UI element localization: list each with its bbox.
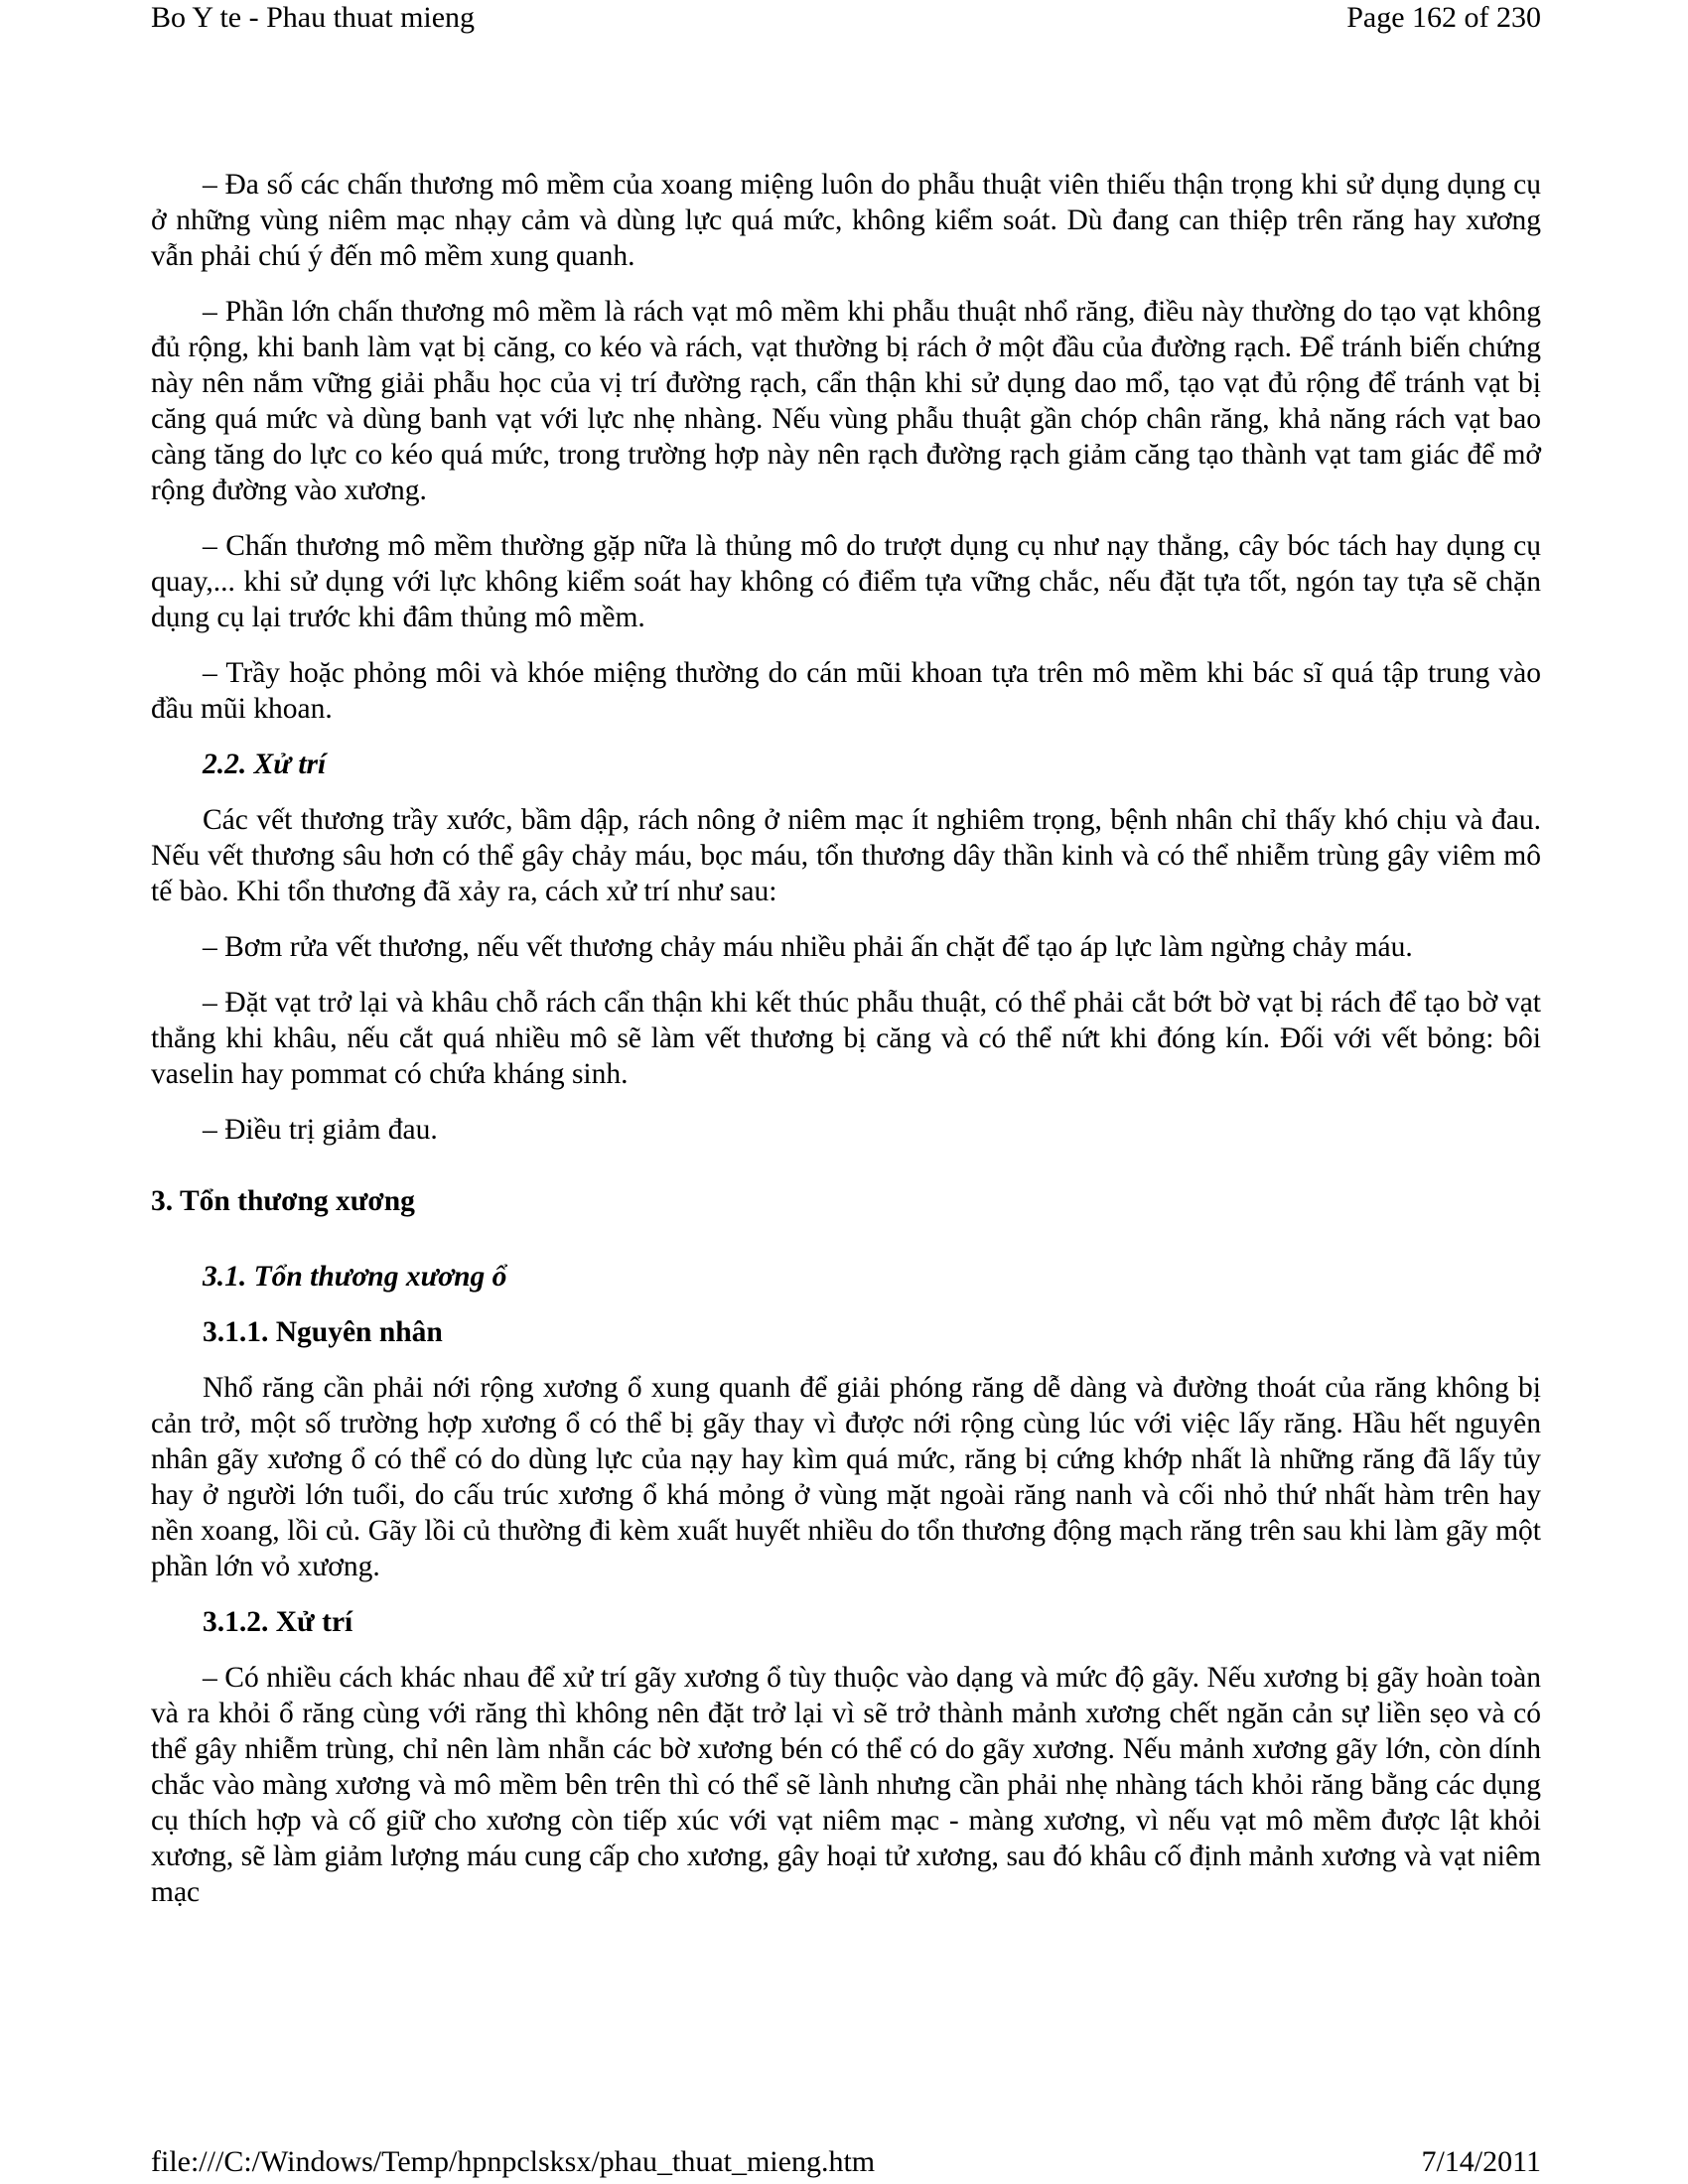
page-footer (151, 2144, 1541, 2184)
page-number: Page 162 of 230 (1346, 1, 1541, 34)
section-heading-2-2: 2.2. Xử trí (203, 749, 327, 780)
paragraph: – Điều trị giảm đau. (203, 1114, 438, 1146)
file-path: file:///C:/Windows/Temp/hpnpclsksx/phau_thuat_mieng.htm (151, 2145, 876, 2178)
document-title: Bo Y te - Phau thuat mieng (151, 1, 476, 34)
section-heading-3: 3. Tổn thương xương (151, 1185, 415, 1217)
paragraph: – Bơm rửa vết thương, nếu vết thương chảy máu nhiều phải ấn chặt để tạo áp lực làm ngừng chảy máu. (203, 931, 1413, 963)
paragraph: Các vết thương trầy xước, bầm dập, rách nông ở niêm mạc ít nghiêm trọng, bệnh nhân chỉ thấy khó chịu và đau. Nếu vết thương sâu hơn có thể gây chảy máu, bọc máu, tổn thương dây thần kinh và có thể nhiễm trùng gây viêm mô tế bào. Khi tổn thương đã xảy ra, cách xử trí như sau: (151, 804, 1541, 907)
paragraph: – Chấn thương mô mềm thường gặp nữa là thủng mô do trượt dụng cụ như nạy thẳng, cây bóc tách hay dụng cụ quay,... khi sử dụng với lực không kiểm soát hay không có điểm tựa vững chắc, nếu đặt tựa tốt, ngón tay tựa sẽ chặn dụng cụ lại trước khi đâm thủng mô mềm. (151, 530, 1541, 633)
print-date: 7/14/2011 (1421, 2145, 1541, 2178)
section-heading-3-1: 3.1. Tổn thương xương ổ (203, 1261, 507, 1293)
paragraph: – Phần lớn chấn thương mô mềm là rách vạt mô mềm khi phẫu thuật nhổ răng, điều này thường do tạo vạt không đủ rộng, khi banh làm vạt bị căng, co kéo và rách, vạt thường bị rách ở một đầu của đường rạch. Để tránh biến chứng này nên nắm vững giải phẫu học của vị trí đường rạch, cẩn thận khi sử dụng dao mổ, tạo vạt đủ rộng để tránh vạt bị căng quá mức và dùng banh vạt với lực nhẹ nhàng. Nếu vùng phẫu thuật gần chóp chân răng, khả năng rách vạt bao càng tăng do lực co kéo quá mức, trong trường hợp này nên rạch đường rạch giảm căng tạo thành vạt tam giác để mở rộng đường vào xương. (151, 296, 1541, 506)
page-header (151, 0, 1541, 40)
document-body (151, 167, 1541, 1930)
paragraph: – Có nhiều cách khác nhau để xử trí gãy xương ổ tùy thuộc vào dạng và mức độ gãy. Nếu xương bị gãy hoàn toàn và ra khỏi ổ răng cùng với răng thì không nên đặt trở lại vì sẽ trở thành mảnh xương chết ngăn cản sự liền sẹo và có thể gây nhiễm trùng, chỉ nên làm nhẵn các bờ xương bén có thể có do gãy xương. Nếu mảnh xương gãy lớn, còn dính chắc vào màng xương và mô mềm bên trên thì có thể sẽ lành nhưng cần phải nhẹ nhàng tách khỏi răng bằng các dụng cụ thích hợp và cố giữ cho xương còn tiếp xúc với vạt niêm mạc - màng xương, vì nếu vạt mô mềm được lật khỏi xương, sẽ làm giảm lượng máu cung cấp cho xương, gây hoại tử xương, sau đó khâu cố định mảnh xương và vạt niêm mạc (151, 1662, 1541, 1908)
paragraph: Nhổ răng cần phải nới rộng xương ổ xung quanh để giải phóng răng dễ dàng và đường thoát của răng không bị cản trở, một số trường hợp xương ổ có thể bị gãy thay vì được nới rộng cùng lúc với việc lấy răng. Hầu hết nguyên nhân gãy xương ổ có thể có do dùng lực của nạy hay kìm quá mức, răng bị cứng khớp nhất là những răng đã lấy tủy hay ở người lớn tuổi, do cấu trúc xương ổ khá mỏng ở vùng mặt ngoài răng nanh và cối nhỏ thứ nhất hàm trên hay nền xoang, lồi củ. Gãy lồi củ thường đi kèm xuất huyết nhiều do tổn thương động mạch răng trên sau khi làm gãy một phần lớn vỏ xương. (151, 1372, 1541, 1582)
section-heading-3-1-1: 3.1.1. Nguyên nhân (203, 1316, 443, 1348)
paragraph: – Trầy hoặc phỏng môi và khóe miệng thường do cán mũi khoan tựa trên mô mềm khi bác sĩ quá tập trung vào đầu mũi khoan. (151, 657, 1541, 725)
section-heading-3-1-2: 3.1.2. Xử trí (203, 1606, 353, 1638)
paragraph: – Đa số các chấn thương mô mềm của xoang miệng luôn do phẫu thuật viên thiếu thận trọng khi sử dụng dụng cụ ở những vùng niêm mạc nhạy cảm và dùng lực quá mức, không kiểm soát. Dù đang can thiệp trên răng hay xương vẫn phải chú ý đến mô mềm xung quanh. (151, 169, 1541, 272)
paragraph: – Đặt vạt trở lại và khâu chỗ rách cẩn thận khi kết thúc phẫu thuật, có thể phải cắt bớt bờ vạt bị rách để tạo bờ vạt thẳng khi khâu, nếu cắt quá nhiều mô sẽ làm vết thương bị căng và có thể nứt khi đóng kín. Đối với vết bỏng: bôi vaselin hay pommat có chứa kháng sinh. (151, 987, 1541, 1090)
